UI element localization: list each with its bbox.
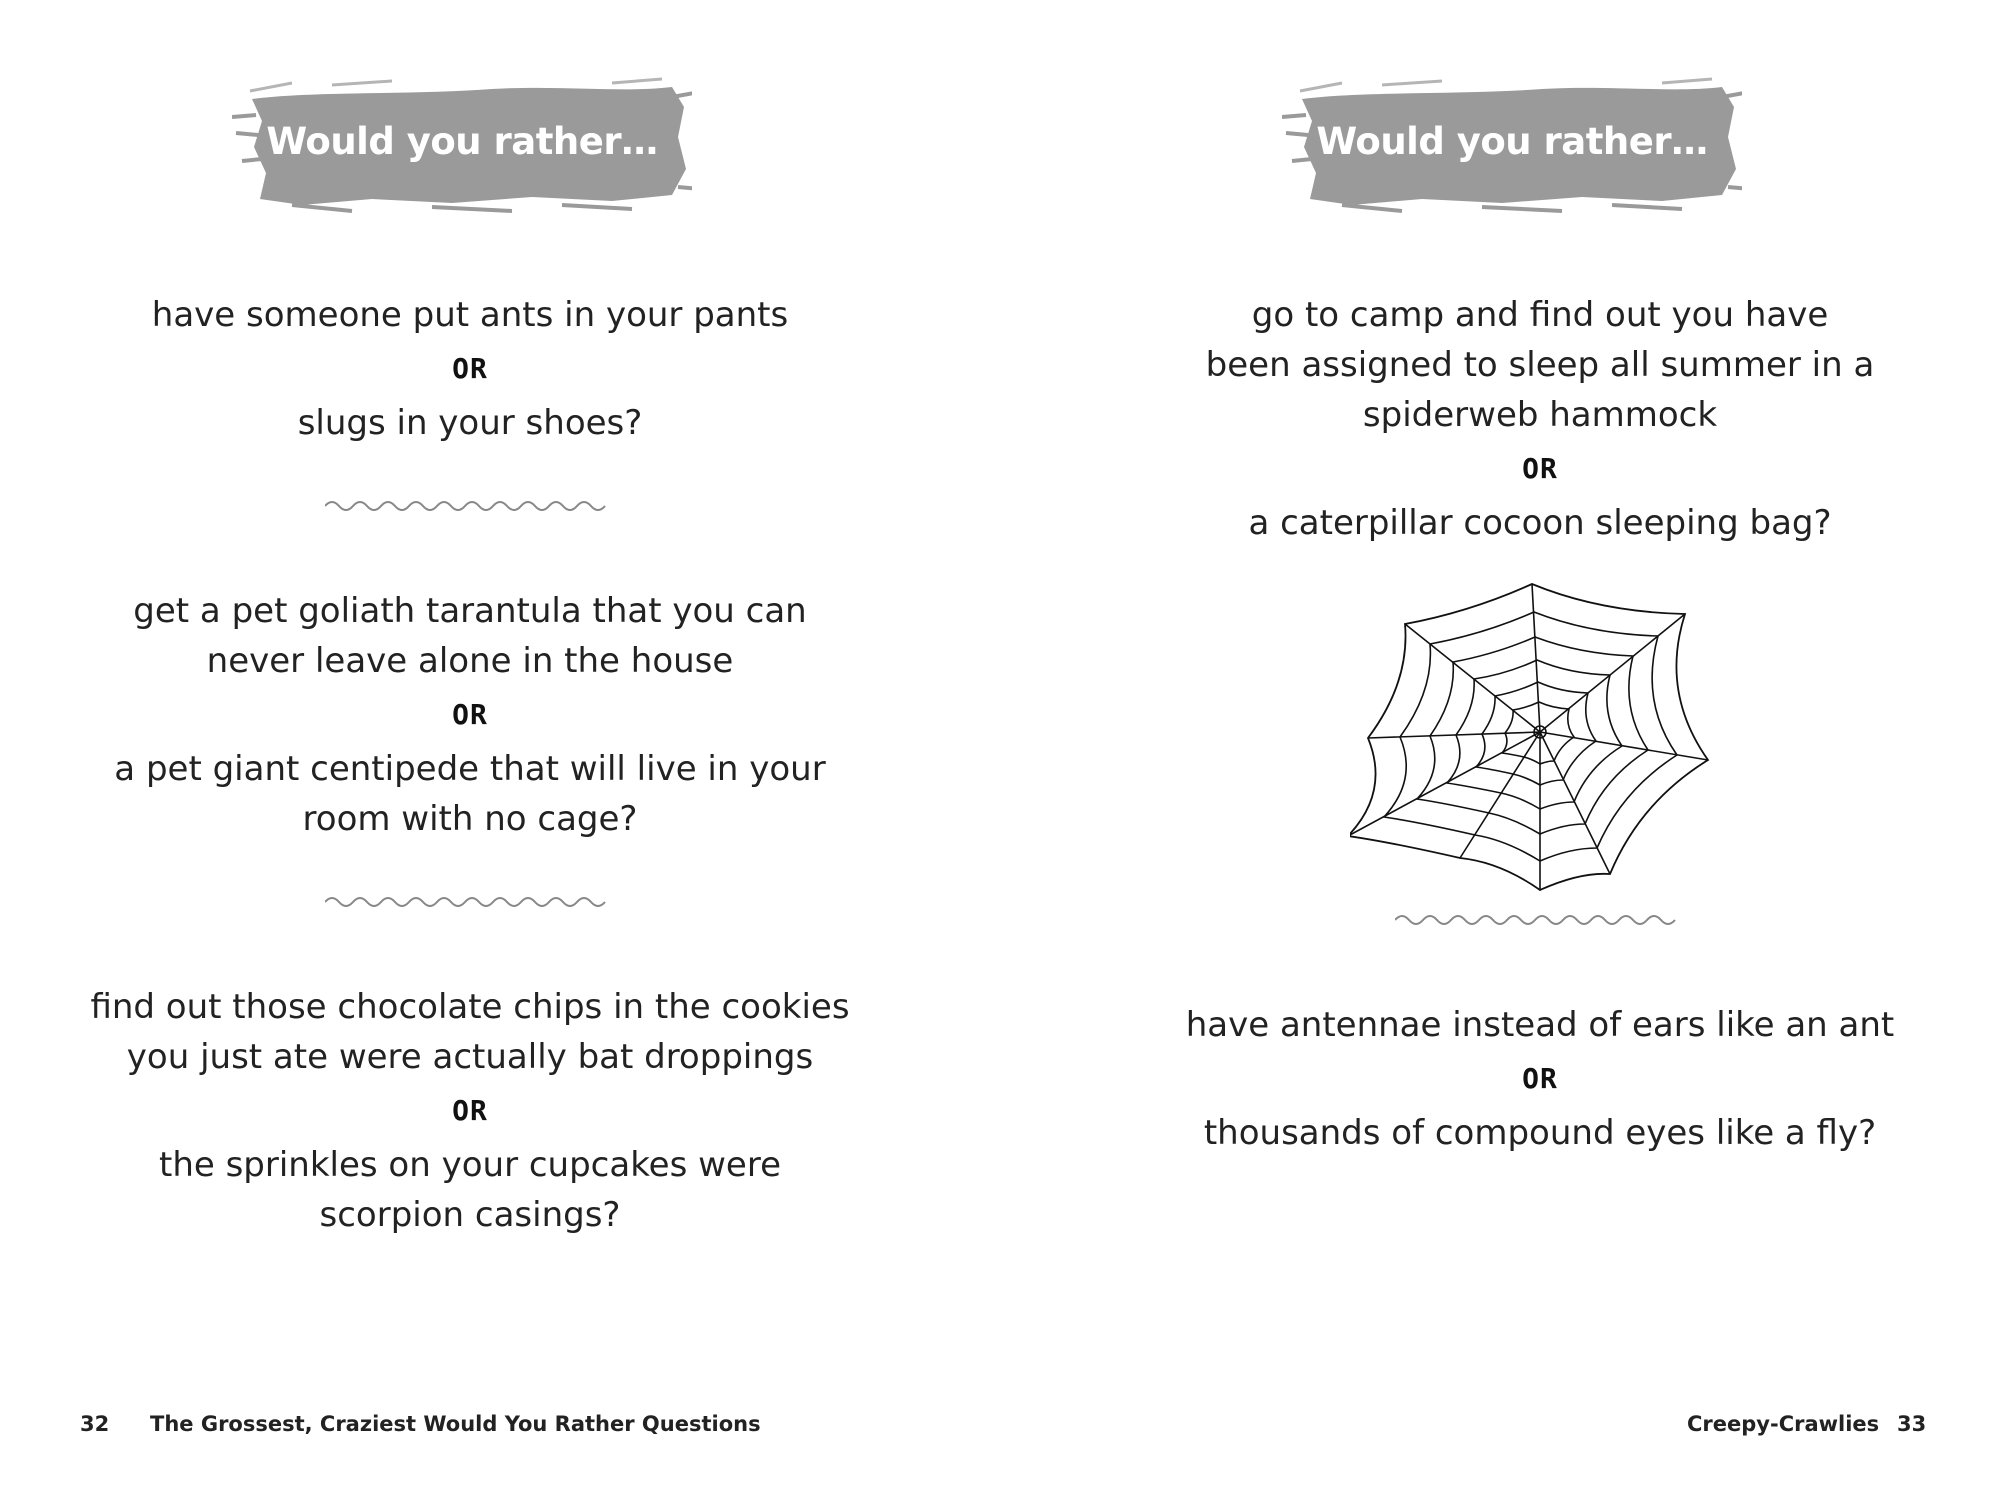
- squiggle-divider-icon: [325, 498, 615, 516]
- or-label: OR: [452, 1094, 488, 1127]
- or-label: OR: [1522, 452, 1558, 485]
- squiggle-divider-icon: [325, 894, 615, 912]
- header-title: Would you rather…: [1316, 120, 1708, 163]
- option-a-text: have someone put ants in your pants: [151, 295, 789, 335]
- question-block: [90, 982, 850, 1240]
- header-banner: [232, 62, 692, 232]
- spiderweb-icon: [1350, 572, 1730, 892]
- page-number: 32: [80, 1412, 110, 1436]
- option-a-text: find out those chocolate chips in the cookies you just ate were actually bat droppings: [90, 987, 850, 1077]
- option-b-text: thousands of compound eyes like a fly?: [1203, 1113, 1877, 1153]
- questions-column: [90, 290, 850, 1240]
- running-title: The Grossest, Craziest Would You Rather Questions: [150, 1412, 761, 1436]
- right-page: [1000, 0, 2000, 1500]
- header-title: Would you rather…: [266, 120, 658, 163]
- section-title: Creepy-Crawlies: [1687, 1412, 1880, 1436]
- option-b-text: slugs in your shoes?: [297, 403, 643, 443]
- option-a-text: have antennae instead of ears like an ant: [1185, 1005, 1895, 1045]
- option-b-text: a pet giant centipede that will live in your room with no cage?: [114, 749, 826, 839]
- option-a-text: get a pet goliath tarantula that you can never leave alone in the house: [133, 591, 807, 681]
- question-block: [1170, 1000, 1910, 1158]
- page-number: 33: [1897, 1412, 1927, 1436]
- or-label: OR: [1522, 1062, 1558, 1095]
- header-banner: [1282, 62, 1742, 232]
- question-block: [1170, 290, 1910, 548]
- or-label: OR: [452, 352, 488, 385]
- questions-column: [1170, 290, 1910, 1158]
- or-label: OR: [452, 698, 488, 731]
- option-b-text: the sprinkles on your cupcakes were scorpion casings?: [158, 1145, 781, 1235]
- question-block: [90, 586, 850, 844]
- option-a-text: go to camp and find out you have been assigned to sleep all summer in a spiderweb hammock: [1205, 295, 1875, 435]
- question-block: [90, 290, 850, 448]
- squiggle-divider-icon: [1395, 912, 1685, 930]
- option-b-text: a caterpillar cocoon sleeping bag?: [1248, 503, 1832, 543]
